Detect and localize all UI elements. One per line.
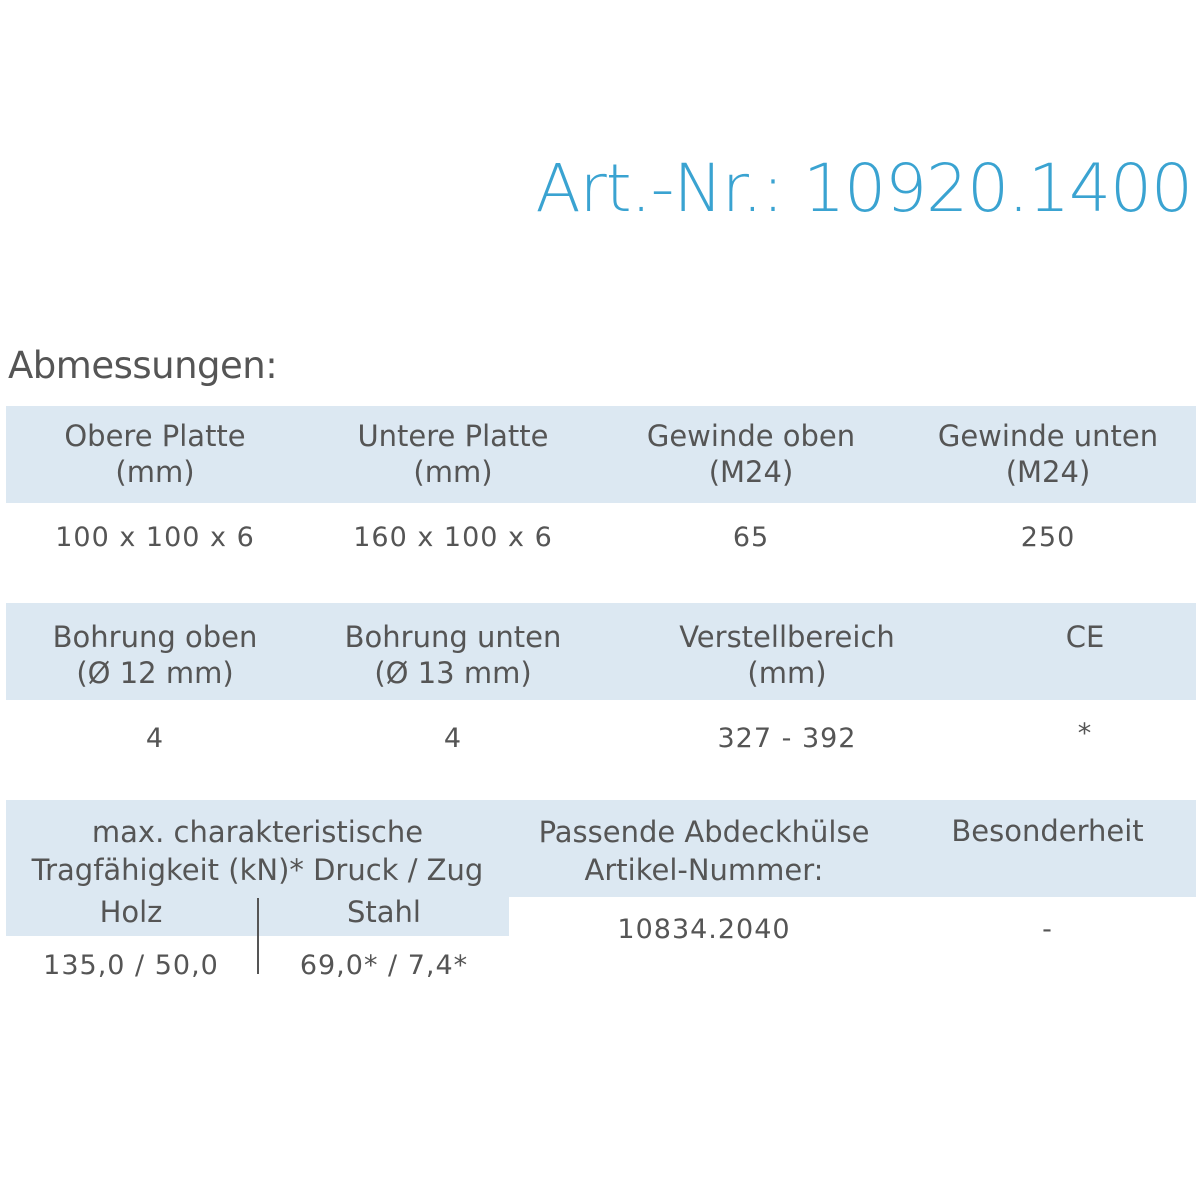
- table3-header-abdeckhuelse: Passende Abdeckhülse Artikel-Nummer:: [538, 815, 870, 887]
- table2-value-bohrung-oben: 4: [145, 723, 165, 754]
- table1-header-untere-platte: Untere Platte (mm): [357, 419, 549, 489]
- table3-value-besonderheit: -: [1042, 914, 1053, 945]
- table3-value-stahl: 69,0* / 7,4*: [299, 950, 469, 981]
- table2-value-bohrung-unten: 4: [443, 723, 463, 754]
- table3-value-holz: 135,0 / 50,0: [43, 950, 219, 981]
- table2-value-verstellbereich: 327 - 392: [717, 723, 857, 754]
- table1-value-obere-platte: 100 x 100 x 6: [55, 522, 255, 553]
- section-title: Abmessungen:: [8, 344, 278, 387]
- table1-header-obere-platte: Obere Platte (mm): [64, 419, 246, 489]
- table3-subheader-stahl: Stahl: [347, 895, 421, 929]
- table1-value-gewinde-oben: 65: [732, 522, 770, 553]
- article-number: Art.-Nr.: 10920.1400: [535, 150, 1192, 227]
- table1-header-gewinde-oben: Gewinde oben (M24): [646, 419, 856, 489]
- table2-header-bohrung-oben: Bohrung oben (Ø 12 mm): [52, 620, 258, 690]
- table2-header-ce: CE: [1065, 620, 1105, 654]
- table3-header-besonderheit: Besonderheit: [951, 814, 1144, 848]
- table1-header-gewinde-unten: Gewinde unten (M24): [937, 419, 1159, 489]
- table2-header-verstellbereich: Verstellbereich (mm): [679, 620, 895, 690]
- table2-header-bohrung-unten: Bohrung unten (Ø 13 mm): [344, 620, 562, 690]
- table3-value-abdeckhuelse: 10834.2040: [617, 914, 791, 945]
- table3-subheader-holz: Holz: [99, 895, 163, 929]
- table3-header-load-capacity: max. charakteristische Tragfähigkeit (kN)* Druck / Zug: [31, 815, 484, 887]
- table2-value-ce: *: [1077, 718, 1093, 749]
- table1-value-gewinde-unten: 250: [1020, 522, 1076, 553]
- table1-value-untere-platte: 160 x 100 x 6: [353, 522, 553, 553]
